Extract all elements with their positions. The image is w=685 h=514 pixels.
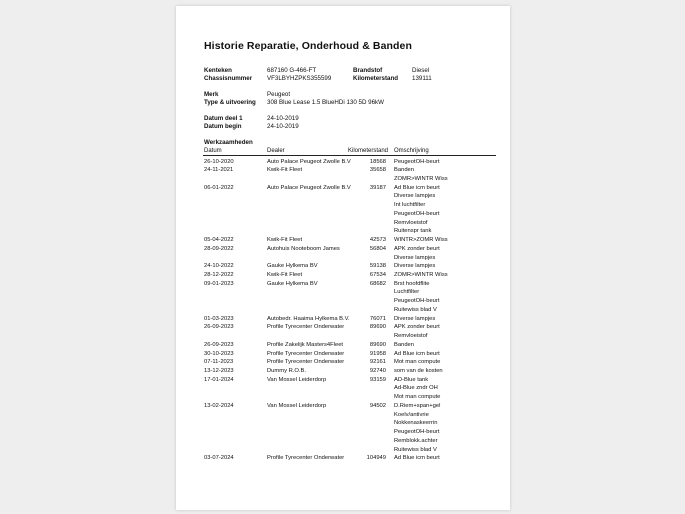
datum-begin-label: Datum begin [204,123,242,130]
row-date: 28-09-2022 [204,245,234,252]
document-title: Historie Reparatie, Onderhoud & Banden [204,40,412,52]
row-date: 17-01-2024 [204,376,234,383]
column-header-dealer: Dealer [267,148,285,154]
row-omschrijving: Ruitewiss blad V [394,446,437,453]
row-omschrijving: Diverse lampjes [394,263,436,270]
row-date: 03-07-2024 [204,455,234,462]
row-kilometerstand: 56804 [369,245,386,252]
column-header-datum: Datum [204,148,222,154]
section-title: Werkzaamheden [204,139,253,146]
table-row [176,262,510,271]
row-omschrijving: Diverse lampjes [394,193,436,200]
row-kilometerstand: 89690 [369,341,386,348]
table-row [176,166,510,175]
table-row [176,315,510,324]
row-omschrijving: Int luchtfilter [394,202,426,209]
datum-deel1-label: Datum deel 1 [204,115,243,122]
table-row [176,192,510,201]
table-row [176,437,510,446]
table-row [176,210,510,219]
row-omschrijving: Luchtfilter [394,289,420,296]
row-date: 26-09-2023 [204,324,234,331]
row-kilometerstand: 104949 [366,455,386,462]
table-row [176,454,510,463]
table-row [176,297,510,306]
chassis-label: Chassisnummer [204,75,253,82]
row-kilometerstand: 94502 [369,402,386,409]
row-omschrijving: Koelv/antivrie [394,411,429,418]
merk-label: Merk [204,91,219,98]
row-dealer: Van Mossel Leiderdorp [267,402,327,409]
row-date: 24-10-2022 [204,263,234,270]
table-row [176,350,510,359]
row-dealer: Autohuis Nooteboom James [267,245,340,252]
row-dealer: Auto Palace Peugeot Zwolle B.V [267,158,351,165]
row-kilometerstand: 68682 [369,280,386,287]
table-row [176,446,510,455]
row-omschrijving: Ad Blue icm beurt [394,350,440,357]
row-date: 05-04-2022 [204,237,234,244]
row-kilometerstand: 18568 [369,158,386,165]
datum-begin-value: 24-10-2019 [267,123,299,130]
row-kilometerstand: 93159 [369,376,386,383]
row-omschrijving: Banden [394,167,414,174]
row-date: 13-12-2023 [204,368,234,375]
row-date: 28-12-2022 [204,271,234,278]
table-row [176,219,510,228]
row-omschrijving: PeugeotOH-beurt [394,298,440,305]
row-kilometerstand: 42573 [369,237,386,244]
row-kilometerstand: 89690 [369,324,386,331]
row-kilometerstand: 39187 [369,184,386,191]
table-row [176,175,510,184]
row-kilometerstand: 67534 [369,271,386,278]
table-row [176,271,510,280]
row-kilometerstand: 92740 [369,368,386,375]
table-row [176,201,510,210]
row-omschrijving: Diverse lampjes [394,254,436,261]
row-omschrijving: Ad-Blue zndr OH [394,385,438,392]
table-row [176,245,510,254]
table-row [176,384,510,393]
row-omschrijving: Diverse lampjes [394,315,436,322]
row-omschrijving: PeugeotOH-beurt [394,158,440,165]
row-dealer: Gauke Hylkema BV [267,280,318,287]
row-date: 07-11-2023 [204,359,234,366]
row-omschrijving: Ruitewiss blad V [394,306,437,313]
row-kilometerstand: 35658 [369,167,386,174]
row-kilometerstand: 91958 [369,350,386,357]
kenteken-value: 687160 G-466-FT [267,67,317,74]
row-omschrijving: Banden [394,341,414,348]
row-date: 30-10-2023 [204,350,234,357]
kilometerstand-label: Kilometerstand [353,75,399,82]
row-date: 01-03-2023 [204,315,234,322]
merk-value: Peugeot [267,91,291,98]
row-omschrijving: Remblokk.achter [394,437,438,444]
table-row [176,236,510,245]
row-dealer: Profile Tyrecenter Onderwater [267,359,345,366]
row-dealer: Kwik-Fit Fleet [267,237,303,244]
table-row [176,288,510,297]
row-omschrijving: som van de kosten [394,368,443,375]
row-omschrijving: ZOMR>WINTR Wiss [394,271,448,278]
row-omschrijving: Remvloeistof [394,333,428,340]
row-date: 26-10-2020 [204,158,234,165]
document-page [176,6,510,510]
row-omschrijving: D.Riem+span+gel [394,402,441,409]
row-omschrijving: Ad Blue icm beurt [394,455,440,462]
row-kilometerstand: 59138 [369,263,386,270]
row-date: 13-02-2024 [204,402,234,409]
row-omschrijving: AD-Blue tank [394,376,429,383]
table-row [176,332,510,341]
table-row [176,367,510,376]
column-header-omschrijving: Omschrijving [394,148,429,154]
row-omschrijving: Mot man compute [394,359,441,366]
table-row [176,393,510,402]
table-row [176,280,510,289]
table-row [176,184,510,193]
type-label: Type & uitvoering [204,99,256,106]
row-omschrijving: Nokkenaskeerrin [394,420,438,427]
brandstof-value: Diesel [412,67,430,74]
table-row [176,358,510,367]
row-kilometerstand: 92161 [369,359,386,366]
row-omschrijving: WINTR>ZOMR Wiss [394,237,448,244]
row-dealer: Van Mossel Leiderdorp [267,376,327,383]
row-omschrijving: Mot man compute [394,394,441,401]
row-dealer: Dummy R.O.B. [267,368,306,375]
row-omschrijving: Ruitenspr tank [394,228,432,235]
row-dealer: Kwik-Fit Fleet [267,271,303,278]
row-omschrijving: APK zonder beurt [394,245,440,252]
table-row [176,376,510,385]
row-omschrijving: Remvloeistof [394,219,428,226]
kilometerstand-value: 139111 [412,75,432,82]
kenteken-label: Kenteken [204,67,232,74]
table-row [176,402,510,411]
row-dealer: Profile Zakelijk Masters4Fleet [267,341,344,348]
row-omschrijving: PeugeotOH-beurt [394,210,440,217]
table-row [176,411,510,420]
row-date: 09-01-2023 [204,280,234,287]
row-dealer: Profile Tyrecenter Onderwater [267,350,345,357]
row-date: 26-09-2023 [204,341,234,348]
table-row [176,341,510,350]
row-dealer: Profile Tyrecenter Onderwater [267,455,345,462]
table-row [176,306,510,315]
row-dealer: Auto Palace Peugeot Zwolle B.V [267,184,351,191]
datum-deel1-value: 24-10-2019 [267,115,299,122]
table-row [176,428,510,437]
row-kilometerstand: 76071 [369,315,386,322]
type-value: 308 Blue Lease 1.5 BlueHDi 130 5D 96kW [267,99,384,106]
table-row [176,323,510,332]
row-date: 24-11-2021 [204,167,234,174]
row-dealer: Autobedr. Haaima Hylkema B.V. [267,315,350,322]
row-omschrijving: APK zonder beurt [394,324,440,331]
row-dealer: Gauke Hylkema BV [267,263,318,270]
table-row [176,254,510,263]
column-header-kilometerstand: Kilometerstand [348,148,389,154]
row-omschrijving: Ad Blue icm beurt [394,184,440,191]
row-omschrijving: Brst hoofdflite [394,280,430,287]
brandstof-label: Brandstof [353,67,383,74]
header-rule [203,155,496,156]
row-date: 06-01-2022 [204,184,234,191]
chassis-value: VF3LBYHZPKS355599 [267,75,332,82]
table-row [176,158,510,167]
table-row [176,227,510,236]
row-omschrijving: PeugeotOH-beurt [394,429,440,436]
row-omschrijving: ZOMR>WINTR Wiss [394,175,448,182]
row-dealer: Kwik-Fit Fleet [267,167,303,174]
row-dealer: Profile Tyrecenter Onderwater [267,324,345,331]
table-row [176,419,510,428]
